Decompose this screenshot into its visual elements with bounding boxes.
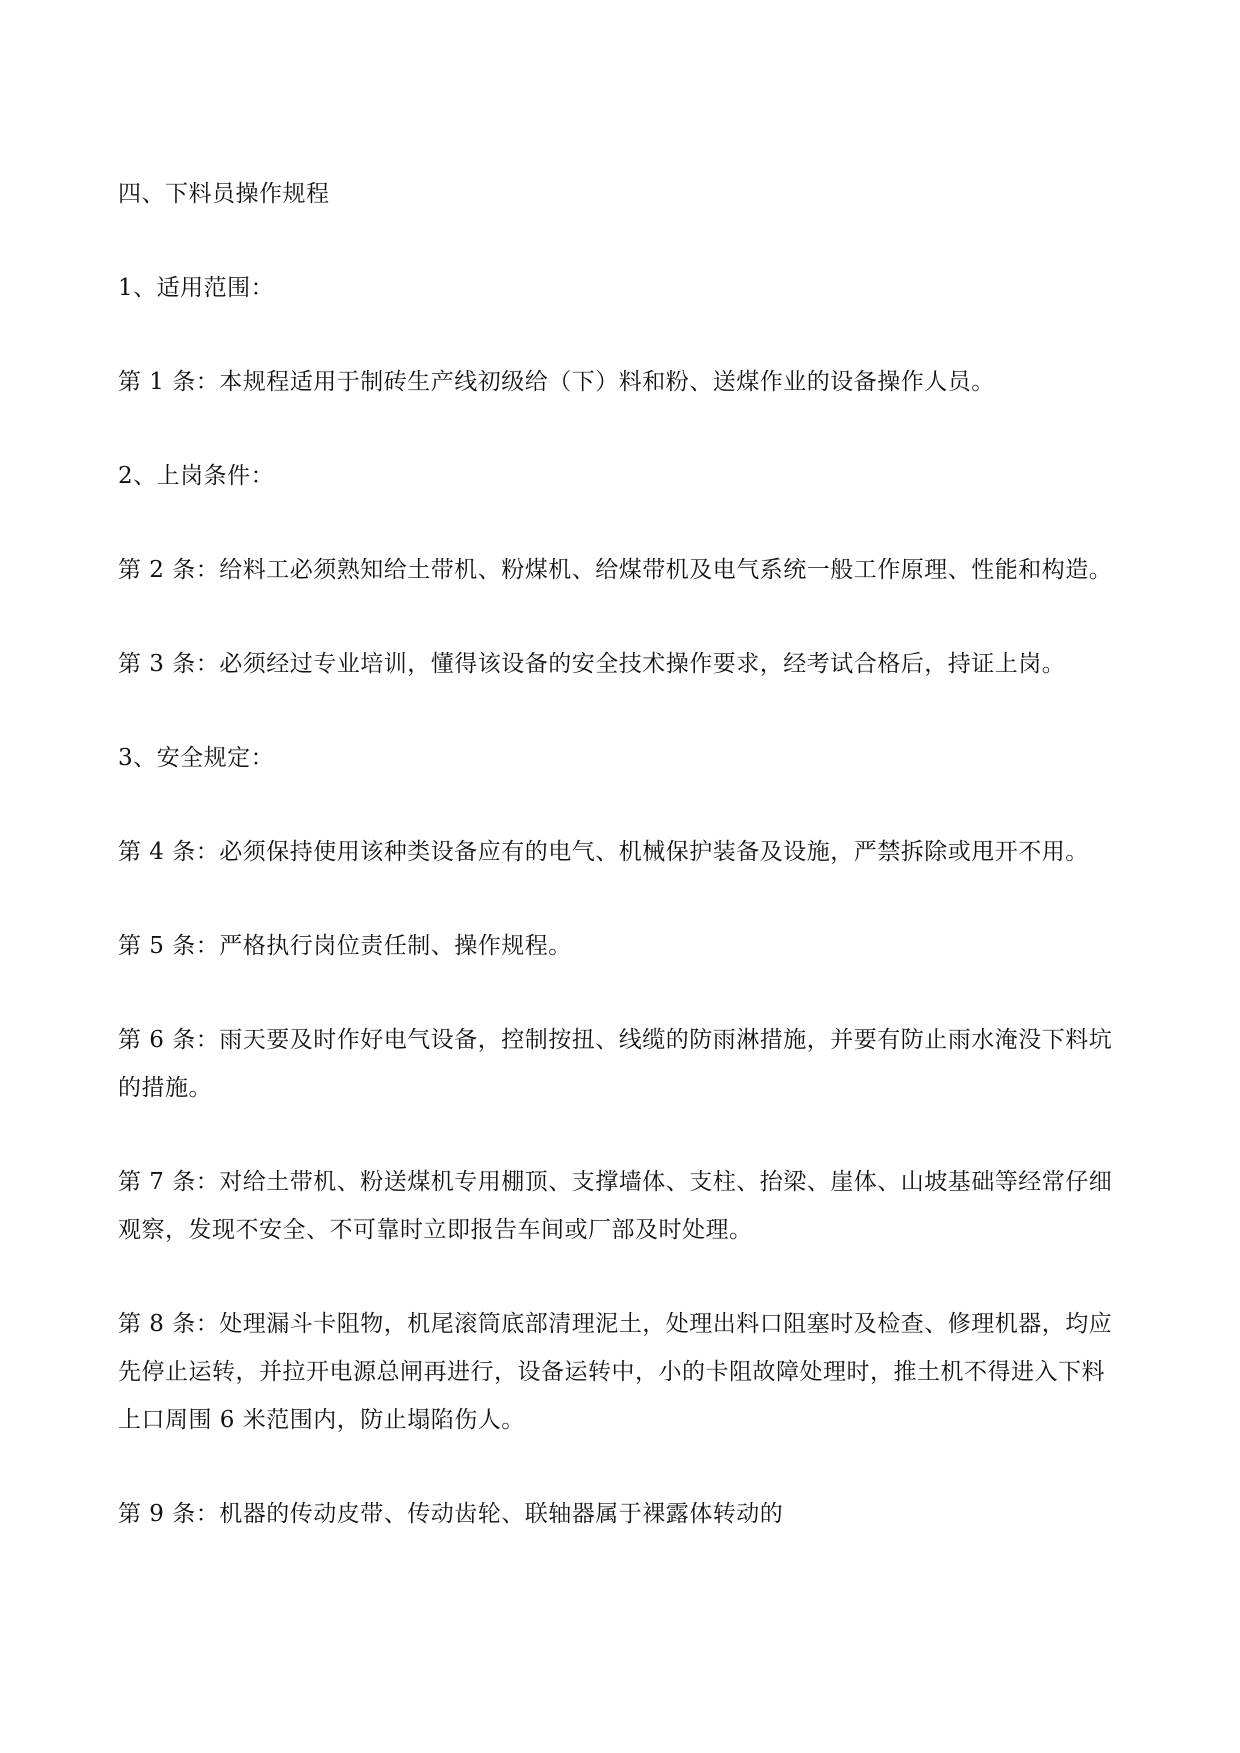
clause-6: 第 6 条：雨天要及时作好电气设备，控制按扭、线缆的防雨淋措施，并要有防止雨水淹没下料坑的措施。 [118,1027,1113,1101]
clause-1: 第 1 条：本规程适用于制砖生产线初级给（下）料和粉、送煤作业的设备操作人员。 [118,369,995,395]
clause-8: 第 8 条：处理漏斗卡阻物，机尾滚筒底部清理泥土，处理出料口阻塞时及检查、修理机器，均应先停止运转，并拉开电源总闸再进行，设备运转中，小的卡阻故障处理时，推土机不得进入下料上口周围 6 米范围内，防止塌陷伤人。 [118,1311,1113,1433]
document-title: 四、下料员操作规程 [118,181,330,207]
clause-3: 第 3 条：必须经过专业培训，懂得该设备的安全技术操作要求，经考试合格后，持证上岗。 [118,651,1066,677]
clause-7: 第 7 条：对给土带机、粉送煤机专用棚顶、支撑墙体、支柱、抬梁、崖体、山坡基础等经常仔细观察，发现不安全、不可靠时立即报告车间或厂部及时处理。 [118,1169,1113,1243]
document-body [118,170,1128,1538]
section-heading-safety: 3、安全规定： [118,745,275,771]
clause-5: 第 5 条：严格执行岗位责任制、操作规程。 [118,933,572,959]
clause-4: 第 4 条：必须保持使用该种类设备应有的电气、机械保护装备及设施，严禁拆除或甩开不用。 [118,839,1089,865]
section-heading-scope: 1、适用范围： [118,275,275,301]
section-heading-qualifications: 2、上岗条件： [118,463,275,489]
clause-2: 第 2 条：给料工必须熟知给土带机、粉煤机、给煤带机及电气系统一般工作原理、性能和构造。 [118,557,1113,583]
clause-9: 第 9 条：机器的传动皮带、传动齿轮、联轴器属于裸露体转动的 [118,1501,784,1527]
